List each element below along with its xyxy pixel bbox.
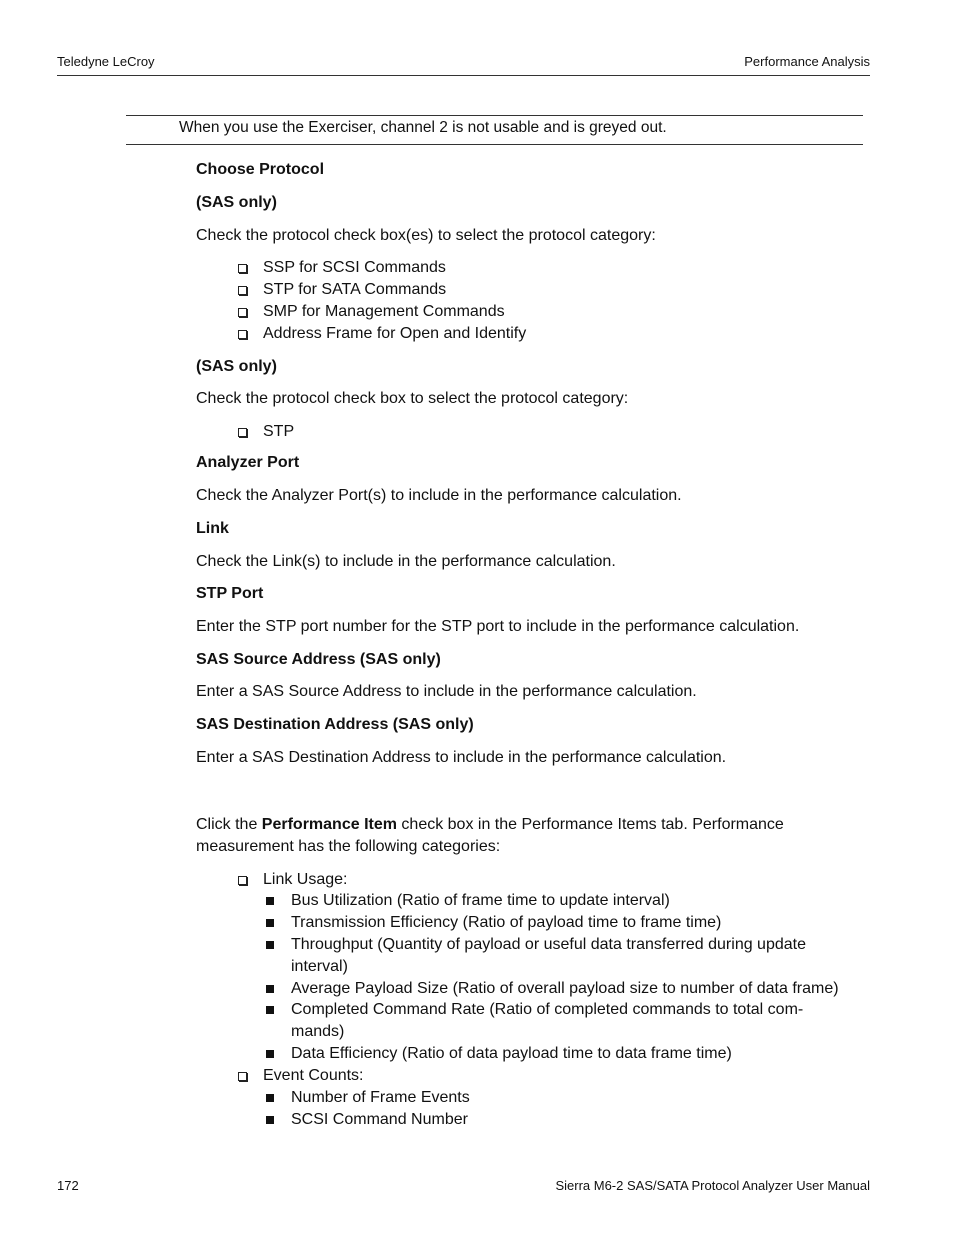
running-header-right: Performance Analysis [744, 54, 870, 69]
checkbox-item-ssp [263, 257, 446, 279]
list-item-continuation [291, 1021, 344, 1043]
list-item-text: SCSI Command Number [291, 1111, 468, 1128]
list-item [291, 934, 806, 956]
list-item [291, 1043, 732, 1065]
list-item [291, 912, 721, 934]
second-sas-only-heading: (SAS only) [196, 358, 277, 375]
event-counts-category [263, 1065, 364, 1087]
link-usage-category [263, 869, 348, 891]
link-text: Check the Link(s) to include in the performance calculation. [196, 553, 616, 570]
checkbox-item-label: SMP for Management Commands [263, 303, 505, 320]
checkbox-item-address-frame [263, 323, 526, 345]
list-item-text: Number of Frame Events [291, 1089, 470, 1106]
checkbox-icon [238, 1072, 247, 1081]
intro-prefix: Click the [196, 816, 262, 833]
link-heading: Link [196, 520, 229, 537]
list-item [291, 890, 670, 912]
checkbox-icon [238, 264, 247, 273]
checkbox-item-stp-only [263, 421, 294, 443]
checkbox-item-smp [263, 301, 505, 323]
running-header-left: Teledyne LeCroy [57, 54, 155, 69]
list-item-text: Completed Command Rate (Ratio of completed commands to total com- [291, 1001, 804, 1018]
sas-source-text: Enter a SAS Source Address to include in the performance calculation. [196, 683, 697, 700]
note-top-rule [126, 115, 863, 116]
list-item-text: Data Efficiency (Ratio of data payload time to data frame time) [291, 1045, 732, 1062]
second-protocol-instruction: Check the protocol check box to select the protocol category: [196, 390, 629, 407]
checkbox-item-label: STP [263, 423, 295, 440]
checkbox-item-stp [263, 279, 446, 301]
sas-protocol-instruction: Check the protocol check box(es) to select the protocol category: [196, 227, 656, 244]
square-bullet-icon [266, 1006, 274, 1014]
checkbox-item-label: Address Frame for Open and Identify [263, 325, 527, 342]
list-item [291, 1109, 468, 1131]
list-item-text: mands) [291, 1023, 345, 1040]
performance-intro [196, 814, 856, 858]
list-item-text: interval) [291, 958, 348, 975]
choose-protocol-heading: Choose Protocol [196, 161, 325, 178]
stp-port-text: Enter the STP port number for the STP port to include in the performance calculation. [196, 618, 800, 635]
list-item [291, 999, 803, 1021]
checkbox-icon [238, 330, 247, 339]
checkbox-icon [238, 428, 247, 437]
checkbox-item-label: SSP for SCSI Commands [263, 259, 446, 276]
square-bullet-icon [266, 1050, 274, 1058]
square-bullet-icon [266, 897, 274, 905]
sas-only-heading: (SAS only) [196, 194, 277, 211]
analyzer-port-text: Check the Analyzer Port(s) to include in the performance calculation. [196, 487, 682, 504]
category-label: Event Counts: [263, 1067, 364, 1084]
performance-item-term: Performance Item [261, 816, 397, 833]
square-bullet-icon [266, 985, 274, 993]
sas-destination-heading: SAS Destination Address (SAS only) [196, 716, 474, 733]
list-item [291, 1087, 470, 1109]
checkbox-icon [238, 876, 247, 885]
square-bullet-icon [266, 919, 274, 927]
square-bullet-icon [266, 941, 274, 949]
list-item-continuation [291, 956, 348, 978]
stp-port-heading: STP Port [196, 585, 264, 602]
page-number: 172 [57, 1178, 79, 1193]
square-bullet-icon [266, 1116, 274, 1124]
checkbox-icon [238, 308, 247, 317]
square-bullet-icon [266, 1094, 274, 1102]
sas-destination-text: Enter a SAS Destination Address to include in the performance calculation. [196, 749, 727, 766]
sas-source-heading: SAS Source Address (SAS only) [196, 651, 441, 668]
checkbox-item-label: STP for SATA Commands [263, 281, 447, 298]
checkbox-icon [238, 286, 247, 295]
note-bottom-rule [126, 144, 863, 145]
intro-suffix: check box in the Performance Items tab. Performance [396, 816, 784, 833]
list-item-text: Bus Utilization (Ratio of frame time to update interval) [291, 892, 670, 909]
list-item [291, 978, 839, 1000]
list-item-text: Average Payload Size (Ratio of overall payload size to number of data frame) [291, 980, 839, 997]
analyzer-port-heading: Analyzer Port [196, 454, 300, 471]
list-item-text: Throughput (Quantity of payload or useful data transferred during update [291, 936, 806, 953]
intro-line2: measurement has the following categories: [196, 838, 501, 855]
list-item-text: Transmission Efficiency (Ratio of payload time to frame time) [291, 914, 722, 931]
note-text: When you use the Exerciser, channel 2 is not usable and is greyed out. [179, 119, 667, 136]
footer-title: Sierra M6-2 SAS/SATA Protocol Analyzer User Manual [555, 1178, 870, 1193]
category-label: Link Usage: [263, 871, 348, 888]
header-rule [57, 75, 870, 76]
